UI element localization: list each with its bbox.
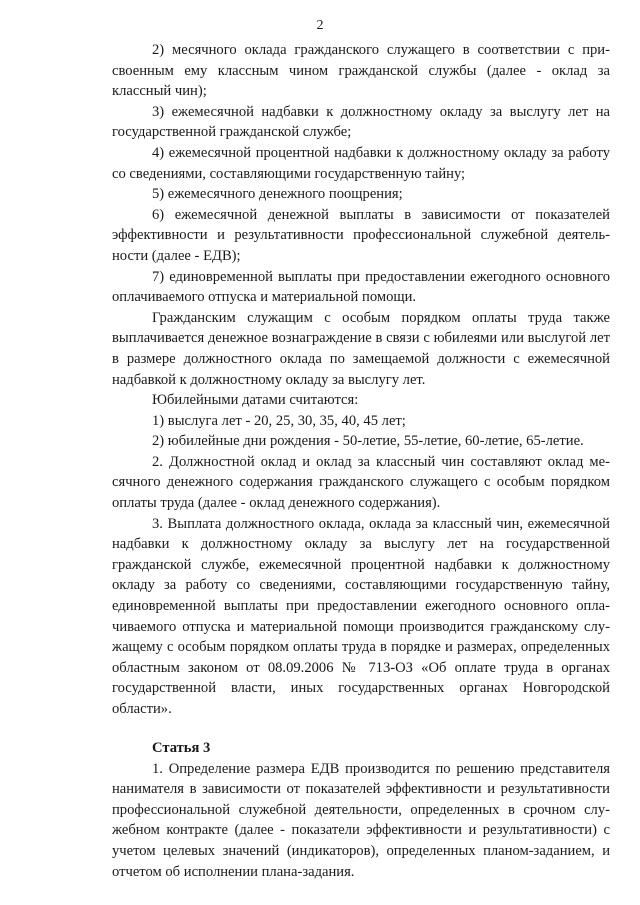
paragraph-clause-3: 3. Выплата должностного оклада, оклада за классный чин, ежемесячной надбавки к должностному окладу за выслугу лет на государственной гражданской службе, ежемесячной процентной надбавки к должностному окладу за работу со сведениями, составляющими государственную тайну, единовременной выплаты при предоставлении ежегодного основного оплачиваемого отпуска и материальной помощи производится гражданскому служащему с особым порядком оплаты труда в порядке и размерах, определенных областным законом от 08.09.2006 № 713-ОЗ «Об оплате труда в органах государственной власти, иных государственных органах Новгородской области». xyxy=(112,515,610,717)
article-heading: Статья 3 xyxy=(152,739,211,756)
paragraph-item-6-edv: 6) ежемесячной денежной выплаты в зависимости от показателей эффективности и результативности профессиональной служебной деятельности (далее - ЕДВ); xyxy=(112,206,610,264)
document-body xyxy=(112,40,610,882)
paragraph-anniversary-reward: Гражданским служащим с особым порядком оплаты труда также выплачивается денежное вознаграждение в связи с юбилеями или выслугой лет в размере должностного оклада по замещаемой должности с ежемесячной надбавкой к должностному окладу за выслугу лет. xyxy=(112,309,610,388)
paragraph-item-5-monetary-incentive: 5) ежемесячного денежного поощрения; xyxy=(152,186,403,203)
paragraph-clause-2: 2. Должностной оклад и оклад за классный чин составляют оклад месячного денежного содержания гражданского служащего с особым порядком оплаты труда (далее - оклад денежного содержания). xyxy=(112,453,610,512)
paragraph-anniversary-dates-intro: Юбилейными датами считаются: xyxy=(152,392,359,409)
paragraph-item-7-one-time-payment: 7) единовременной выплаты при предоставлении ежегодного основного оплачиваемого отпуска и материальной помощи. xyxy=(112,268,610,306)
paragraph-birthday-anniversaries: 2) юбилейные дни рождения - 50-летие, 55-летие, 60-летие, 65-летие. xyxy=(152,433,584,450)
paragraph-item-2-monthly-class-salary: 2) месячного оклада гражданского служащего в соответствии с присвоенным ему классным чином гражданской службы (далее - оклад за классный чин); xyxy=(112,42,610,100)
paragraph-item-3-seniority-allowance: 3) ежемесячной надбавки к должностному окладу за выслугу лет на государственной гражданской службе; xyxy=(112,103,610,141)
paragraph-item-4-secrecy-allowance: 4) ежемесячной процентной надбавки к должностному окладу за работу со сведениями, составляющими государственную тайну; xyxy=(112,144,610,182)
paragraph-article-3-clause-1: 1. Определение размера ЕДВ производится по решению представителя нанимателя в зависимости от показателей эффективности и результативности профессиональной служебной деятельности, определенных в срочном служебном контракте (далее - показатели эффективности и результативности) с учетом целевых значений (индикаторов), определенных планом-заданием, и отчетом об исполнении плана-задания. xyxy=(112,760,610,880)
paragraph-seniority-years: 1) выслуга лет - 20, 25, 30, 35, 40, 45 лет; xyxy=(152,412,406,429)
page-number: 2 xyxy=(316,18,324,33)
